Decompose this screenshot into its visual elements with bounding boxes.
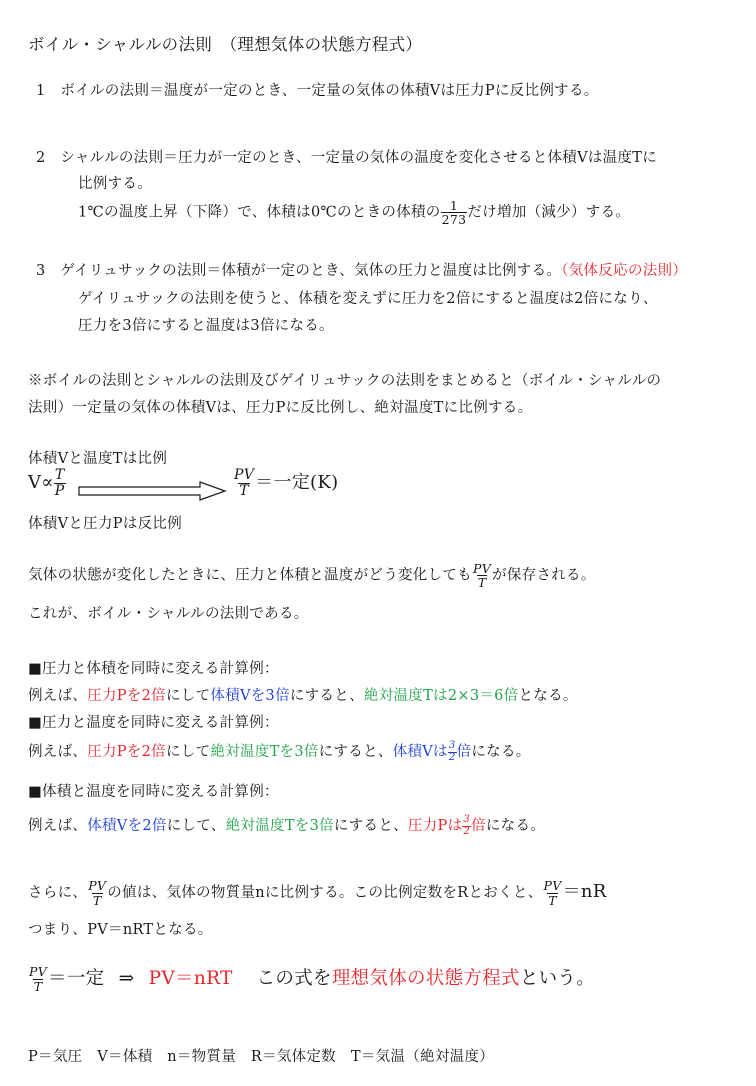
example-1-text [28, 684, 578, 705]
fraction-numerator: 3 [463, 814, 471, 825]
conservation-pre: 気体の状態が変化したときに、圧力と体積と温度がどう変化しても [28, 567, 472, 584]
law-3-line-2: ゲイリュサックの法則を使うと、体積を変えずに圧力を2倍にすると温度は2倍になり、 [78, 291, 658, 307]
example-3-pre: 例えば、 [28, 818, 88, 834]
law-2-line-3-pre: 1℃の温度上昇（下降）で、体積は0℃のときの体積の [78, 204, 441, 221]
diagram-left-expression [28, 468, 66, 498]
fraction-pv-over-t [233, 468, 255, 498]
example-2-text [28, 740, 531, 763]
moreover-mid: の値は、気体の物質量nに比例する。この比例定数をRとおくと、 [107, 885, 543, 901]
ideal-gas-law-term: 理想気体の状態方程式 [331, 968, 520, 989]
fraction-numerator: T [54, 467, 65, 483]
example-2-mid-2: にすると、 [318, 744, 393, 760]
example-2-temperature: 絶対温度Tを3倍 [210, 744, 319, 760]
conservation-post: が保存される。 [492, 567, 596, 584]
law-3-note: （気体反応の法則） [561, 263, 688, 279]
equals-nr: ＝nR [562, 881, 607, 902]
summary-line-2: 法則）一定量の気体の体積Vは、圧力Pに反比例し、絶対温度Tに比例する。 [28, 400, 533, 416]
example-3-volume: 体積Vを2倍 [87, 818, 167, 834]
equals-constant: ＝一定 [48, 968, 105, 989]
example-3-end: になる。 [485, 818, 546, 834]
fraction-numerator: PV [88, 878, 107, 894]
example-3-heading: ■体積と温度を同時に変える計算例： [28, 784, 279, 800]
final-text-1: この式を [256, 968, 332, 989]
example-2-heading: ■圧力と温度を同時に変える計算例： [28, 715, 279, 731]
example-3-mid-2: にすると、 [333, 818, 408, 834]
example-2-mid-1: にして [165, 744, 211, 760]
ideal-gas-equation: PV＝nRT [148, 968, 233, 989]
example-2-volume [392, 740, 472, 763]
implies-arrow-icon: ⇒ [118, 968, 135, 989]
law-2-line-2: 比例する。 [78, 176, 152, 192]
example-2-pre: 例えば、 [28, 744, 88, 760]
fraction-numerator: PV [543, 878, 562, 894]
fraction-numerator: PV [473, 561, 492, 576]
fraction-pv-over-t [472, 562, 492, 589]
law-3-text: 3 ゲイリュサックの法則＝体積が一定のとき、気体の圧力と温度は比例する。 [36, 263, 562, 279]
fraction-denominator: T [239, 482, 249, 499]
example-2-volume-times: 倍 [456, 744, 472, 760]
example-3-pressure [407, 814, 486, 837]
fraction-3-over-2 [448, 741, 457, 763]
final-text-2: という。 [519, 968, 596, 989]
fraction-t-over-p [54, 468, 66, 498]
example-3-mid-1: にして、 [166, 818, 226, 834]
fraction-1-over-273 [441, 199, 468, 226]
diagram-right-expression [233, 468, 338, 498]
final-equation-line [28, 964, 595, 993]
example-1-pressure: 圧力Pを2倍 [87, 688, 166, 704]
example-1-pre: 例えば、 [28, 688, 88, 704]
fraction-denominator: T [477, 575, 487, 591]
fraction-denominator: T [92, 892, 102, 908]
law-2-line-3-post: だけ増加（減少）する。 [467, 204, 631, 221]
law-2-line-1: 2 シャルルの法則＝圧力が一定のとき、一定量の気体の温度を変化させると体積Vは温度Tに [36, 150, 658, 166]
moreover-pre: さらに、 [28, 885, 88, 901]
diagram-bottom-label: 体積Vと圧力Pは反比例 [28, 516, 183, 532]
fraction-denominator: 2 [463, 825, 471, 837]
example-1-temperature: 絶対温度Tは2×3＝6倍 [363, 688, 519, 704]
moreover-line-1 [28, 877, 607, 907]
example-2-volume-label: 体積Vは [392, 744, 448, 760]
fraction-pv-over-t [28, 965, 48, 992]
example-2-pressure: 圧力Pを2倍 [87, 744, 166, 760]
moreover-line-2: つまり、PV＝nRTとなる。 [28, 922, 213, 938]
example-3-pressure-times: 倍 [471, 818, 486, 834]
fraction-denominator: T [548, 892, 557, 908]
example-1-mid-2: にすると、 [289, 688, 364, 704]
fraction-numerator: 1 [449, 198, 459, 213]
example-1-mid-1: にして [165, 688, 211, 704]
example-3-temperature: 絶対温度Tを3倍 [225, 818, 334, 834]
variable-legend: P＝気圧 V＝体積 n＝物質量 R＝気体定数 T＝気温（絶対温度） [28, 1049, 495, 1065]
example-2-end: になる。 [471, 744, 531, 760]
example-1-volume: 体積Vを3倍 [210, 688, 290, 704]
law-2-line-3 [78, 199, 630, 226]
fraction-denominator: P [54, 482, 65, 499]
law-3-line-3: 圧力を3倍にすると温度は3倍になる。 [78, 318, 334, 334]
example-3-text [28, 814, 545, 837]
fraction-denominator: T [33, 978, 43, 994]
double-arrow-icon [78, 480, 228, 502]
example-3-pressure-label: 圧力Pは [407, 818, 463, 834]
conservation-line-1 [28, 562, 596, 589]
summary-line-1: ※ボイルの法則とシャルルの法則及びゲイリュサックの法則をまとめると（ボイル・シャルルの [28, 373, 662, 389]
fraction-numerator: 3 [448, 740, 456, 751]
fraction-pv-over-t [543, 879, 563, 906]
v-proportional-symbol: V∝ [28, 472, 54, 494]
page-title: ボイル・シャルルの法則 （理想気体の状態方程式） [28, 35, 423, 54]
fraction-denominator: 2 [448, 751, 456, 763]
fraction-numerator: PV [29, 964, 48, 980]
law-1-text: 1 ボイルの法則＝温度が一定のとき、一定量の気体の体積Vは圧力Pに反比例する。 [36, 83, 599, 99]
fraction-pv-over-t [87, 879, 107, 906]
diagram-top-label: 体積Vと温度Tは比例 [28, 451, 168, 467]
fraction-3-over-2 [462, 815, 471, 837]
fraction-numerator: PV [234, 467, 255, 483]
example-1-end: となる。 [518, 688, 578, 704]
conservation-line-2: これが、ボイル・シャルルの法則である。 [28, 606, 309, 622]
law-3-line-1 [36, 259, 687, 280]
constant-k: ＝一定(K) [255, 472, 339, 494]
example-1-heading: ■圧力と体積を同時に変える計算例： [28, 661, 279, 677]
fraction-denominator: 273 [441, 212, 467, 228]
